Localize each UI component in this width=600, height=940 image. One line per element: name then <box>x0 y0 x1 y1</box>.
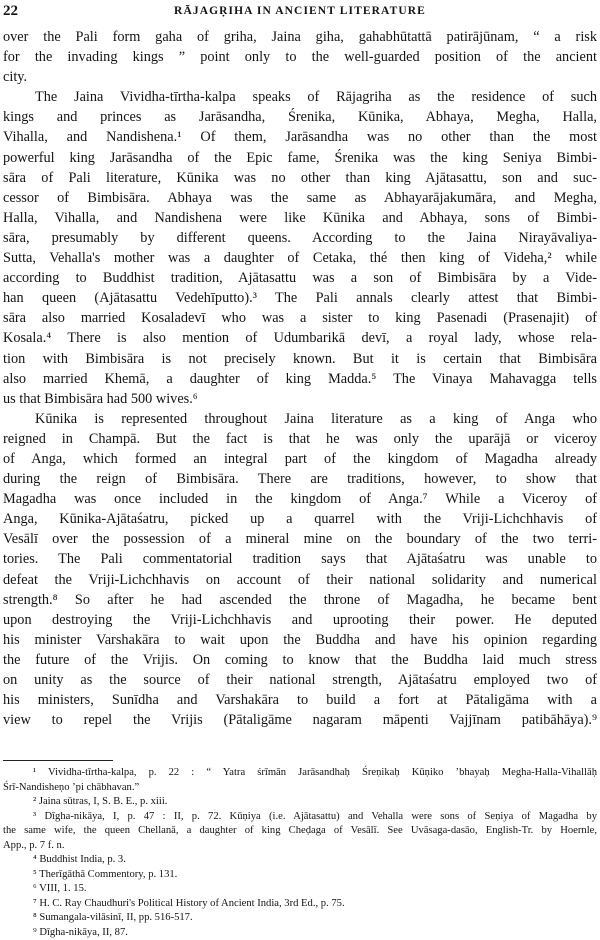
text-line: The Jaina Vividha-tīrtha-kalpa speaks of Rājagriha as the residence of such <box>35 89 597 106</box>
text-line: upon destroying the Vriji-Lichchhavis and uprooting their power. He deputed <box>3 611 597 628</box>
text-line: strength.⁸ So after he had ascended the throne of Magadha, he became bent <box>3 591 597 608</box>
footnote: ⁶ VIII, 1. 15. <box>33 883 87 895</box>
text-line: Kosala.⁴ There is also mention of Udumbarikā devī, a royal lady, whose rela- <box>3 330 597 347</box>
text-line: cessor of Bimbisāra. Abhaya was the same as Abhayarājakumāra, and Megha, <box>3 189 597 206</box>
footnote: ⁹ Dīgha-nikāya, II, 87. <box>33 926 128 938</box>
text-line: his ministers, Sunīdha and Varshakāra to build a fort at Pātaligāma with a <box>3 692 597 709</box>
text-line: defeat the Vriji-Lichchhavis on account of their national solidarity and numerical <box>3 571 597 588</box>
footnote: ⁸ Sumangala-vilāsinī, II, pp. 516-517. <box>33 912 193 924</box>
text-line: powerful king Jarāsandha of the Epic fame, Śrenika was the king Seniya Bimbi- <box>3 149 597 166</box>
text-line: city. <box>3 69 28 86</box>
text-line: over the Pali form gaha of griha, Jaina giha, gahabhūtattā patirājūnam, “ a risk <box>3 29 597 45</box>
text-line: the future of the Vrijis. On coming to know that the Buddha laid much stress <box>3 651 597 668</box>
text-line: us that Bimbisāra had 500 wives.⁶ <box>3 390 198 407</box>
text-line: sāra, presumably by different queens. According to the Jaina Nirayāvaliya- <box>3 229 597 246</box>
footnote: Śrī-Nandisheṇo ’pi chābhavan.” <box>3 781 140 793</box>
footnote: the same wife, the queen Chellanā, a daughter of king Cheḍaga of Vesālī. See Uvāsaga-dasāo, English-Tr. by Hoernle, <box>3 825 597 837</box>
text-line: on unity as the source of their national strength, Ajātaśatru employed two of <box>3 672 597 688</box>
footnote: ² Jaina sūtras, I, S. B. E., p. xiii. <box>33 796 168 808</box>
text-line: reigned in Champā. But the fact is that he was only the uparājā or viceroy <box>3 430 597 447</box>
page-number: 22 <box>3 3 18 19</box>
footnote: ¹ Vividha-tīrtha-kalpa, p. 22 : “ Yatra śrīmān Jarāsandhaḥ Śreṇikaḥ Kūṇiko ’bhayaḥ Megha-Halla-Vihallāḥ <box>33 767 597 779</box>
text-line: Halla, Vihalla, and Nandishena were like Kūnika and Abhaya, sons of Bimbi- <box>3 209 597 226</box>
footnote: ⁴ Buddhist India, p. 3. <box>33 854 126 866</box>
text-line: his minister Varshakāra to wait upon the Buddha and have his opinion regarding <box>3 631 597 648</box>
page-header <box>0 3 600 21</box>
text-line: Vihalla, and Nandishena.¹ Of them, Jarāsandha was no other than the most <box>3 129 597 146</box>
text-line: during the reign of Bimbisāra. There are traditions, however, to show that <box>3 471 597 488</box>
text-line: Magadha was once included in the kingdom of Anga.⁷ While a Viceroy of <box>3 491 597 508</box>
footnote: ⁷ H. C. Ray Chaudhuri's Political History of Ancient India, 3rd Ed., p. 75. <box>33 897 345 909</box>
text-line: also married Khemā, a daughter of king Madda.⁵ The Vinaya Mahavagga tells <box>3 370 597 387</box>
text-line: tion with Bimbisāra is not precisely known. But it is certain that Bimbisāra <box>3 350 597 367</box>
text-line: Sutta, Vehalla's mother was a daughter of Cetaka, thé then king of Videha,² while <box>3 250 597 267</box>
footnote-divider <box>3 760 113 761</box>
text-line: han queen (Ajātasattu Vedehīputto).³ The Pali annals clearly attest that Bimbi- <box>3 290 597 307</box>
running-title: RĀJAGṚIHA IN ANCIENT LITERATURE <box>174 5 426 17</box>
text-line: of Anga, which formed an integral part of the kingdom of Magadha already <box>3 450 597 467</box>
text-line: according to Buddhist tradition, Ajātasattu was a son of Bimbisāra by a Vide- <box>3 270 597 287</box>
body-text <box>3 27 597 940</box>
footnote: ⁵ Therīgāthā Commentory, p. 131. <box>33 868 178 880</box>
text-line: view to repel the Vrijis (Pātaligāme nagaram māpenti Vajjīnam patibāhāya).⁹ <box>3 712 597 729</box>
text-line: for the invading kings ” point only to the well-guarded position of the ancient <box>3 49 597 66</box>
text-line: tories. The Pali commentatorial tradition says that Ajātaśatru was unable to <box>3 551 597 568</box>
text-line: Anga, Kūnika-Ajātaśatru, picked up a quarrel with the Vriji-Lichchhavis of <box>3 511 597 528</box>
footnote: App., p. 7 f. n. <box>3 839 65 851</box>
text-line: Kūnika is represented throughout Jaina literature as a king of Anga who <box>35 410 597 427</box>
text-line: sāra of Pali literature, Kūnika was no other than king Ajātasattu, son and suc- <box>3 169 597 186</box>
text-line: sāra also married Kosaladevī who was a sister to king Pasenadi (Prasenajit) of <box>3 310 597 327</box>
text-line: kings and princes as Jarāsandha, Śrenika, Kūnika, Abhaya, Megha, Halla, <box>3 109 597 126</box>
footnote: ³ Dīgha-nikāya, I, p. 47 : II, p. 72. Kūṇiya (i.e. Ajātasattu) and Vehalla were sons of Seṇiya of Magadha by <box>33 810 597 822</box>
text-line: Vesālī over the possession of a mineral mine on the boundary of the two terri- <box>3 531 597 548</box>
